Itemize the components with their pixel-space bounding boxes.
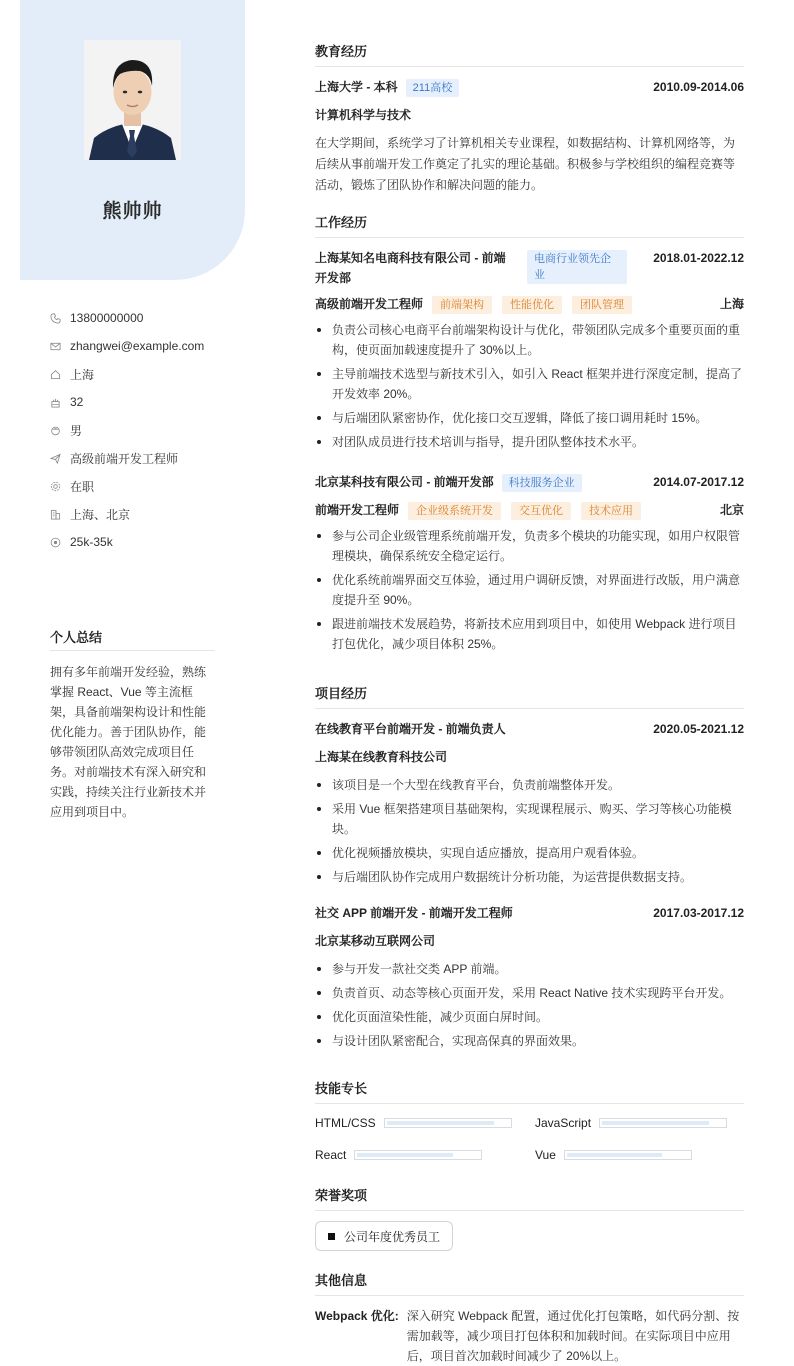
age-icon: [50, 397, 70, 408]
building-icon: [50, 509, 70, 520]
job-bullet: 与后端团队紧密协作，优化接口交互逻辑，降低了接口调用耗时 15%。: [315, 408, 744, 428]
job-bullet: 对团队成员进行技术培训与指导，提升团队整体技术水平。: [315, 432, 744, 452]
contact-position-text: 高级前端开发工程师: [70, 451, 179, 466]
contact-salary: [50, 528, 250, 556]
job-skill-tag: 团队管理: [572, 296, 632, 314]
skill-item: [535, 1148, 692, 1162]
project-bullet: 负责首页、动态等核心页面开发，采用 React Native 技术实现跨平台开发。: [315, 983, 744, 1003]
project-bullet: 采用 Vue 框架搭建项目基础架构，实现课程展示、购买、学习等核心功能模块。: [315, 799, 744, 839]
job-date: 2014.07-2017.12: [653, 475, 744, 489]
contact-cities-text: 上海、北京: [70, 507, 131, 522]
project-name: 社交 APP 前端开发 - 前端开发工程师: [315, 906, 513, 920]
skill-level-fill: [357, 1153, 452, 1157]
project-company: 上海某在线教育科技公司: [315, 750, 448, 764]
contact-phone: [50, 304, 250, 332]
other-section-title: 其他信息: [315, 1270, 744, 1296]
education-description: 在大学期间，系统学习了计算机相关专业课程，如数据结构、计算机网络等，为后续从事前端开发工作奠定了扎实的理论基础。积极参与学校组织的编程竞赛等活动，锻炼了团队协作和解决问题的能力。: [315, 136, 736, 192]
job-bullets: [315, 320, 744, 452]
home-icon: [50, 369, 70, 380]
education-section-title: 教育经历: [315, 41, 744, 67]
skill-level-bar: [564, 1150, 692, 1160]
status-icon: [50, 481, 70, 492]
profile-name: 熊帅帅: [102, 201, 163, 222]
job-bullet: 主导前端技术选型与新技术引入，如引入 React 框架并进行深度定制，提高了开发效率 20%。: [315, 364, 744, 404]
job-entry: [315, 248, 744, 456]
job-bullet: 优化系统前端界面交互体验，通过用户调研反馈，对界面进行改版，用户满意度提升至 90%。: [315, 570, 744, 610]
skill-level-bar: [384, 1118, 512, 1128]
job-skill-tag: 技术应用: [581, 502, 641, 520]
job-company: 上海某知名电商科技有限公司 - 前端开发部: [315, 251, 506, 285]
other-info-item: [315, 1306, 744, 1366]
project-entry: [315, 903, 744, 1055]
skill-level-bar: [599, 1118, 727, 1128]
awards-section-title: 荣誉奖项: [315, 1185, 744, 1211]
project-company: 北京某移动互联网公司: [315, 934, 436, 948]
job-skill-tag: 交互优化: [511, 502, 571, 520]
job-bullets: [315, 526, 744, 654]
contact-gender: [50, 416, 250, 444]
send-icon: [50, 453, 70, 464]
job-bullet: 跟进前端技术发展趋势，将新技术应用到项目中，如使用 Webpack 进行项目打包优化，减少项目体积 25%。: [315, 614, 744, 654]
contact-status: [50, 472, 250, 500]
contact-phone-text: 13800000000: [70, 311, 144, 325]
job-company-line: [315, 472, 582, 492]
job-tag: 电商行业领先企业: [527, 250, 627, 284]
job-position-line: [315, 294, 632, 314]
skill-level-fill: [387, 1121, 494, 1125]
skill-name: HTML/CSS: [315, 1116, 376, 1130]
education-tag: 211高校: [406, 79, 460, 97]
skill-item: [315, 1148, 482, 1162]
contact-list: [50, 304, 250, 556]
contact-age: [50, 388, 250, 416]
award-badge: [315, 1221, 453, 1251]
other-info-text: 深入研究 Webpack 配置，通过优化打包策略，如代码分割、按需加载等，减少项目打包体积和加载时间。在实际项目中应用后，项目首次加载时间减少了 20%以上。: [406, 1309, 740, 1363]
skill-item: [535, 1116, 727, 1130]
project-bullets: [315, 775, 744, 887]
contact-status-text: 在职: [70, 479, 95, 494]
person-portrait-icon: [84, 40, 181, 160]
project-bullet: 该项目是一个大型在线教育平台，负责前端整体开发。: [315, 775, 744, 795]
job-position-line: [315, 500, 641, 520]
project-date: 2020.05-2021.12: [653, 722, 744, 736]
job-bullet: 参与公司企业级管理系统前端开发，负责多个模块的功能实现，如用户权限管理模块，确保系统安全稳定运行。: [315, 526, 744, 566]
education-school-text: 上海大学 - 本科: [315, 80, 398, 94]
contact-age-text: 32: [70, 395, 84, 409]
summary-text: 拥有多年前端开发经验，熟练掌握 React、Vue 等主流框架，具备前端架构设计和性能优化能力。善于团队协作，能够带领团队高效完成项目任务。对前端技术有深入研究和实践，持续关注行业新技术并应用到项目中。: [50, 665, 207, 819]
skill-item: [315, 1116, 512, 1130]
salary-icon: [50, 537, 70, 548]
education-date: 2010.09-2014.06: [653, 80, 744, 94]
project-bullet: 参与开发一款社交类 APP 前端。: [315, 959, 744, 979]
skill-name: React: [315, 1148, 347, 1162]
project-bullet: 优化视频播放模块，实现自适应播放，提高用户观看体验。: [315, 843, 744, 863]
job-company-line: [315, 248, 627, 288]
job-tag: 科技服务企业: [502, 474, 582, 492]
skill-level-bar: [354, 1150, 482, 1160]
job-position: 前端开发工程师: [315, 503, 400, 517]
job-company: 北京某科技有限公司 - 前端开发部: [315, 475, 494, 489]
job-city: 上海: [719, 297, 744, 311]
project-bullet: 与后端团队协作完成用户数据统计分析功能，为运营提供数据支持。: [315, 867, 744, 887]
project-bullet: 与设计团队紧密配合，实现高保真的界面效果。: [315, 1031, 744, 1051]
job-date: 2018.01-2022.12: [653, 251, 744, 265]
mail-icon: [50, 341, 70, 352]
phone-icon: [50, 313, 70, 324]
job-position: 高级前端开发工程师: [315, 297, 424, 311]
job-skill-tag: 前端架构: [432, 296, 492, 314]
job-skill-tag: 性能优化: [502, 296, 562, 314]
project-date: 2017.03-2017.12: [653, 906, 744, 920]
education-major: 计算机科学与技术: [315, 108, 412, 122]
projects-section-title: 项目经历: [315, 683, 744, 709]
bullet-square-icon: [328, 1233, 335, 1240]
contact-location: [50, 360, 250, 388]
education-entry: [315, 77, 744, 196]
job-city: 北京: [719, 503, 744, 517]
skill-name: Vue: [535, 1148, 556, 1162]
contact-location-text: 上海: [70, 367, 95, 382]
award-text: 公司年度优秀员工: [344, 1229, 441, 1244]
skill-level-fill: [567, 1153, 662, 1157]
work-section-title: 工作经历: [315, 212, 744, 238]
contact-salary-text: 25k-35k: [70, 535, 113, 549]
education-school: [315, 77, 459, 97]
job-entry: [315, 472, 744, 658]
skill-name: JavaScript: [535, 1116, 592, 1130]
contact-position: [50, 444, 250, 472]
job-skill-tag: 企业级系统开发: [408, 502, 501, 520]
project-bullets: [315, 959, 744, 1051]
project-bullet: 优化页面渲染性能，减少页面白屏时间。: [315, 1007, 744, 1027]
skills-section-title: 技能专长: [315, 1078, 744, 1104]
summary-title: 个人总结: [50, 627, 215, 651]
job-bullet: 负责公司核心电商平台前端架构设计与优化，带领团队完成多个重要页面的重构，使页面加载速度提升了 30%以上。: [315, 320, 744, 360]
contact-email-text: zhangwei@example.com: [70, 339, 205, 353]
avatar-photo: [84, 40, 181, 160]
contact-gender-text: 男: [70, 423, 83, 438]
project-entry: [315, 719, 744, 891]
contact-cities: [50, 500, 250, 528]
contact-email: [50, 332, 250, 360]
gender-icon: [50, 425, 70, 436]
other-info-label: Webpack 优化:: [315, 1309, 399, 1323]
project-name: 在线教育平台前端开发 - 前端负责人: [315, 722, 506, 736]
skill-level-fill: [602, 1121, 709, 1125]
